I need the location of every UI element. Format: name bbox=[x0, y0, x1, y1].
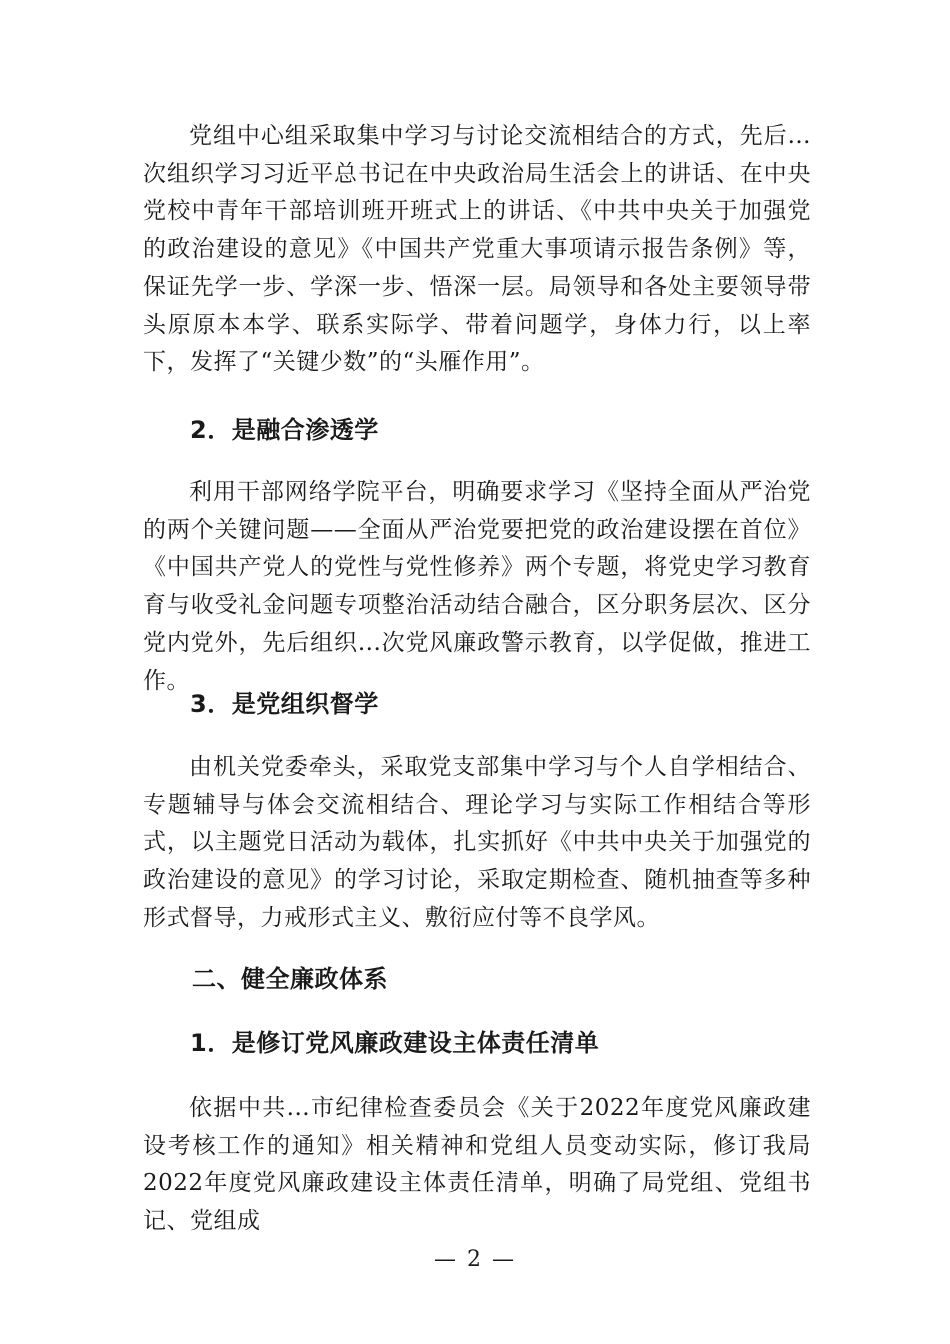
section-heading-1: 1．是修订党风廉政建设主体责任清单 bbox=[190, 1029, 600, 1057]
page-number: — 2 — bbox=[434, 1247, 516, 1272]
body-paragraph-2: 利用干部网络学院平台，明确要求学习《坚持全面从严治党的两个关键问题——全面从严治党要把党的政治建设摆在首位》《中国共产党人的党性与党性修养》两个专题，将党史学习教育育与收受礼金问题专项整治活动结合融合，区分职务层次、区分党内党外，先后组织...次党风廉政警示教育，以学促做，推进工作。 bbox=[143, 479, 811, 694]
body-paragraph-4: 依据中共...市纪律检查委员会《关于2022年度党风廉政建设考核工作的通知》相关精神和党组人员变动实际，修订我局2022年度党风廉政建设主体责任清单，明确了局党组、党组书记、党组成 bbox=[143, 1095, 811, 1235]
body-paragraph-3: 由机关党委牵头，采取党支部集中学习与个人自学相结合、专题辅导与体会交流相结合、理论学习与实际工作相结合等形式，以主题党日活动为载体，扎实抓好《中共中央关于加强党的政治建设的意见》的学习讨论，采取定期检查、随机抽查等多种形式督导，力戒形式主义、敷衍应付等不良学风。 bbox=[143, 754, 811, 931]
body-paragraph-1: 党组中心组采取集中学习与讨论交流相结合的方式，先后...次组织学习习近平总书记在中央政治局生活会上的讲话、在中央党校中青年干部培训班开班式上的讲话、《中共中央关于加强党的政治建设的意见》《中国共产党重大事项请示报告条例》等，保证先学一步、学深一步、悟深一层。局领导和各处主要领导带头原原本本学、联系实际学、带着问题学，身体力行，以上率下，发挥了“关键少数”的“头雁作用”。 bbox=[143, 123, 811, 376]
section-heading-2: 2．是融合渗透学 bbox=[190, 416, 379, 444]
section-heading-3: 3．是党组织督学 bbox=[190, 690, 379, 718]
chapter-heading-two: 二、健全廉政体系 bbox=[192, 965, 388, 993]
